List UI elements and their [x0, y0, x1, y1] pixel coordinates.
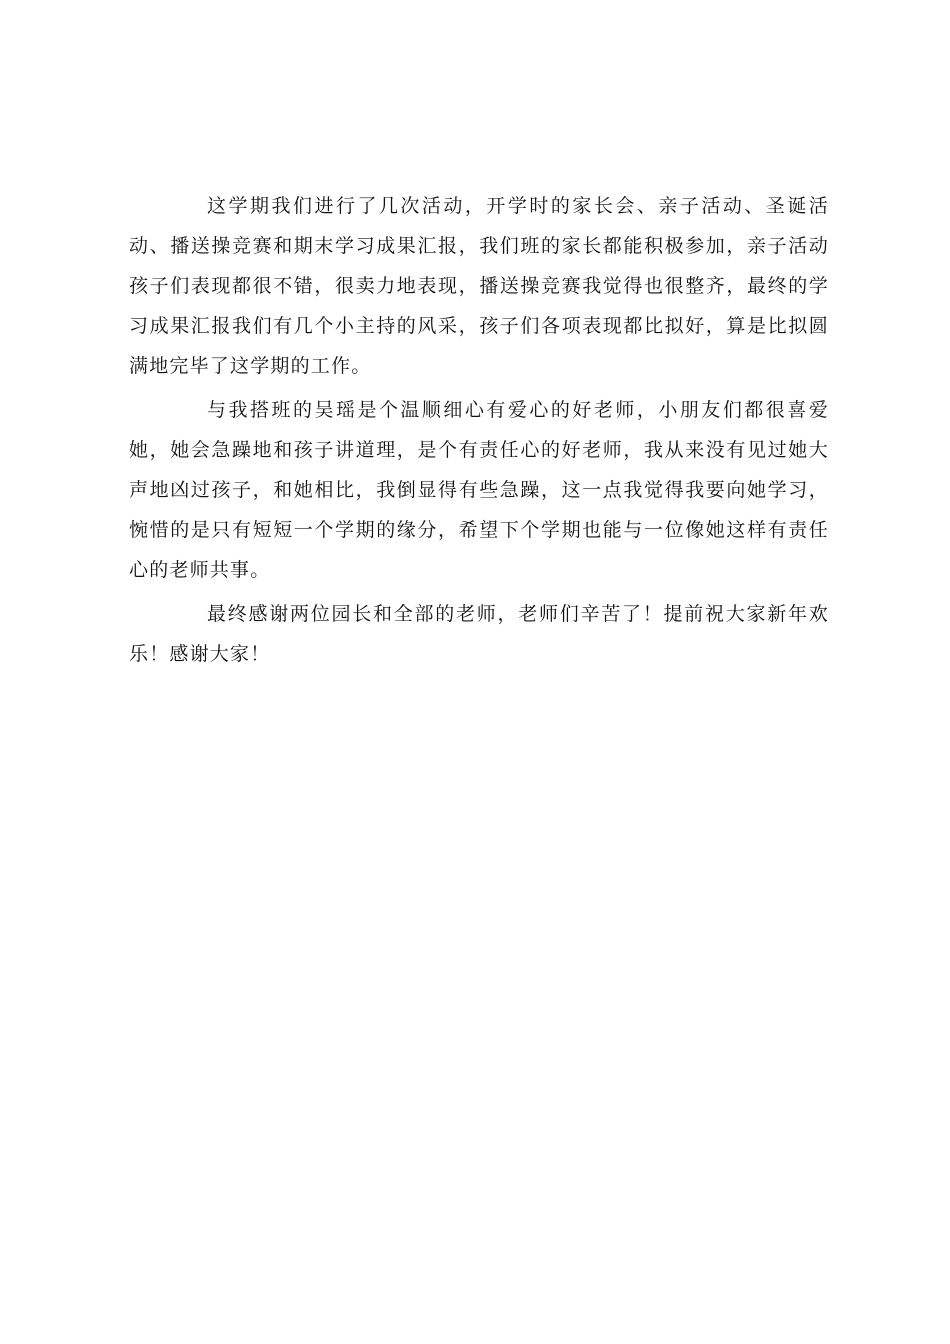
paragraph-colleague: 与我搭班的吴瑶是个温顺细心有爱心的好老师，小朋友们都很喜爱她，她会急躁地和孩子讲道理，是个有责任心的好老师，我从来没有见过她大声地凶过孩子，和她相比，我倒显得有些急躁，这一点我觉得我要向她学习，惋惜的是只有短短一个学期的缘分，希望下个学期也能与一位像她这样有责任心的老师共事。	[129, 399, 829, 581]
paragraph-activities: 这学期我们进行了几次活动，开学时的家长会、亲子活动、圣诞活动、播送操竞赛和期末学习成果汇报，我们班的家长都能积极参加，亲子活动孩子们表现都很不错，很卖力地表现，播送操竞赛我觉得也很整齐，最终的学习成果汇报我们有几个小主持的风采，孩子们各项表现都比拟好，算是比拟圆满地完毕了这学期的工作。	[129, 195, 829, 377]
document-body	[129, 186, 829, 678]
paragraph-thanks: 最终感谢两位园长和全部的老师，老师们辛苦了！提前祝大家新年欢乐！感谢大家！	[129, 603, 829, 665]
